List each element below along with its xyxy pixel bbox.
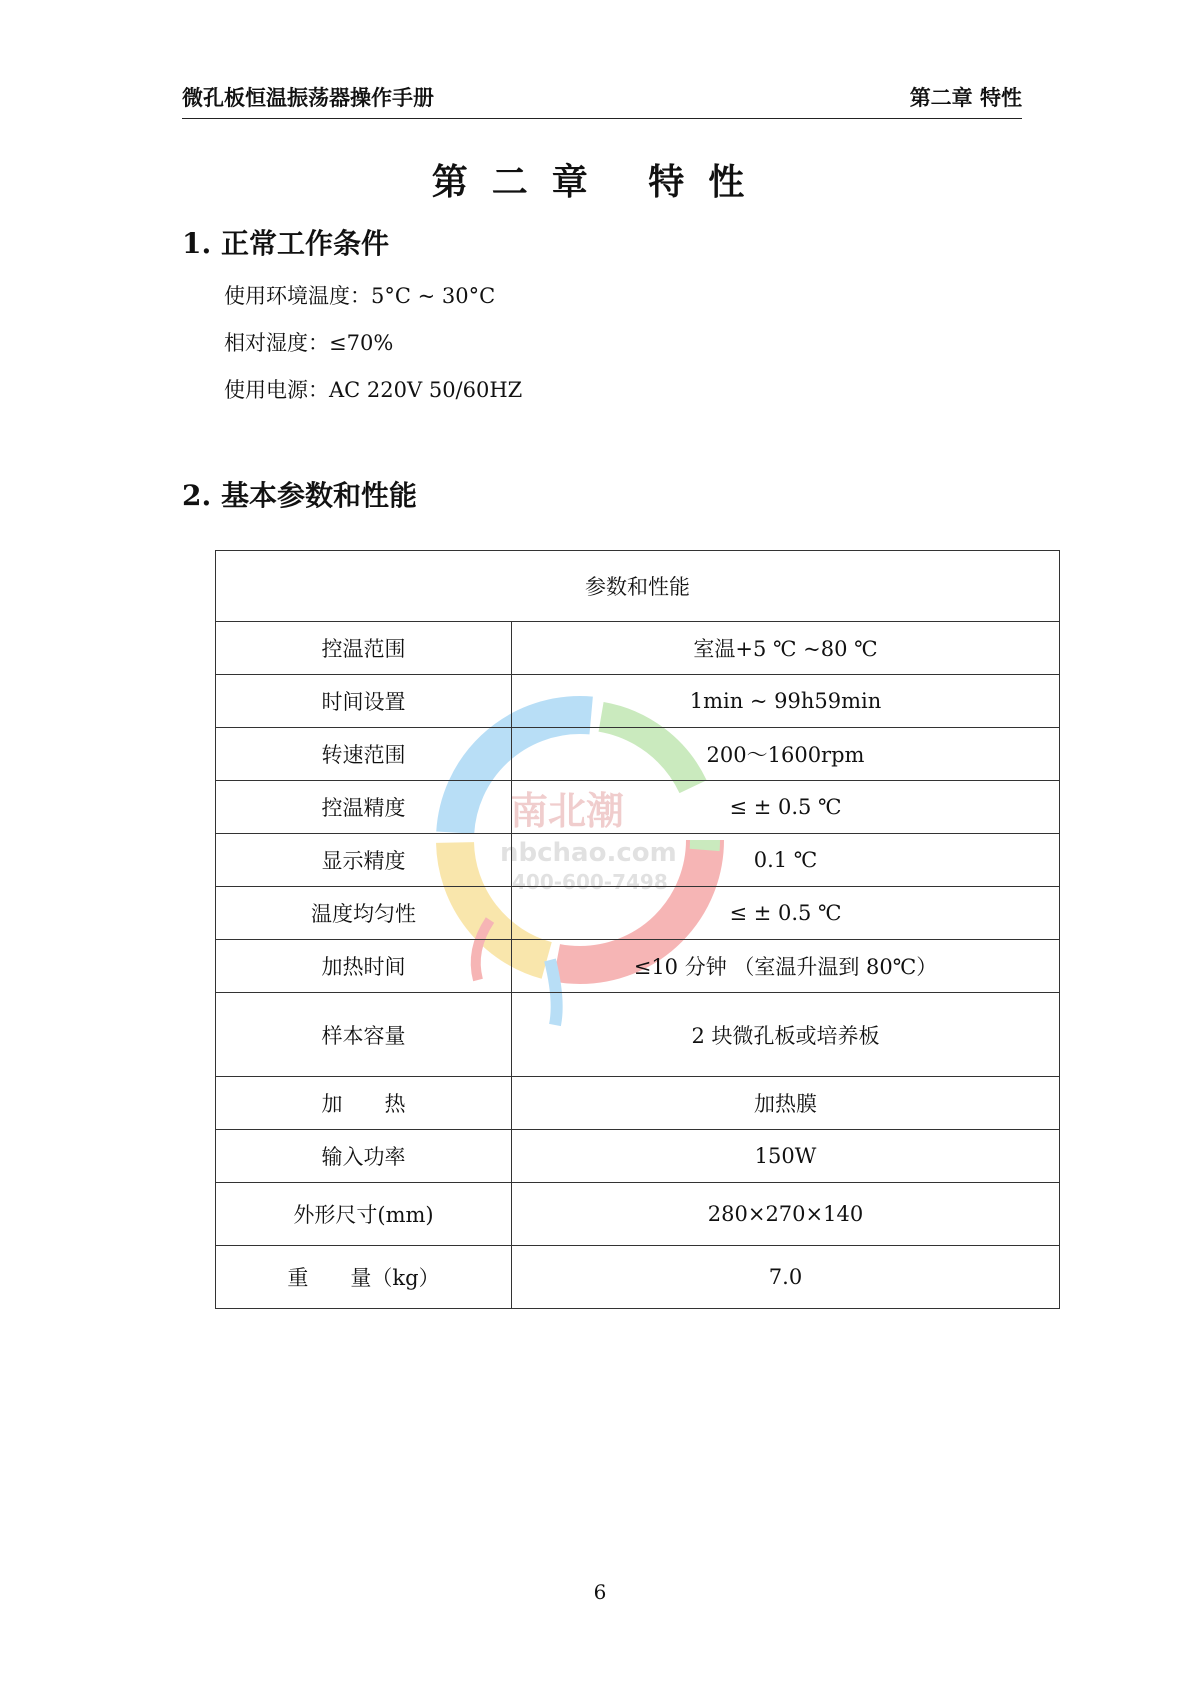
param-value: 7.0 [512,1246,1060,1309]
table-row [216,781,1060,834]
param-label: 输入功率 [216,1130,512,1183]
param-value: 2 块微孔板或培养板 [512,993,1060,1077]
table-row [216,1077,1060,1130]
table-row [216,622,1060,675]
param-label: 加热时间 [216,940,512,993]
page-number: 6 [593,1580,607,1604]
table-row [216,993,1060,1077]
param-value: 200～1600rpm [512,728,1060,781]
param-value: 0.1 ℃ [512,834,1060,887]
section-heading-parameters: 2. 基本参数和性能 [182,479,417,512]
param-label: 外形尺寸(mm) [216,1183,512,1246]
table-row [216,1183,1060,1246]
param-value: 1min ~ 99h59min [512,675,1060,728]
param-value: 加热膜 [512,1077,1060,1130]
param-label: 温度均匀性 [216,887,512,940]
param-value: ≤ ± 0.5 ℃ [512,887,1060,940]
condition-temperature: 使用环境温度：5°C ~ 30°C [224,284,496,308]
param-label: 加 热 [216,1077,512,1130]
param-label: 时间设置 [216,675,512,728]
table-row [216,940,1060,993]
condition-humidity: 相对湿度：≤70% [224,331,394,355]
page-header [182,82,1022,119]
param-label: 重 量（kg） [216,1246,512,1309]
param-label: 控温精度 [216,781,512,834]
param-label: 控温范围 [216,622,512,675]
watermark-phone: 400-600-7498 [512,870,668,894]
table-caption: 参数和性能 [216,551,1060,622]
table-row [216,1130,1060,1183]
watermark-brand: 南北潮 [510,789,625,833]
table-row [216,675,1060,728]
table-row [216,1246,1060,1309]
param-value: 150W [512,1130,1060,1183]
param-value: ≤ ± 0.5 ℃ [512,781,1060,834]
table-row [216,834,1060,887]
table-row [216,887,1060,940]
param-value: 室温+5 ℃ ~80 ℃ [512,622,1060,675]
watermark-site: nbchao.com [500,838,677,868]
param-label: 样本容量 [216,993,512,1077]
condition-power: 使用电源：AC 220V 50/60HZ [224,378,523,402]
param-label: 显示精度 [216,834,512,887]
table-row [216,728,1060,781]
chapter-title: 第二章 特性 [431,161,769,203]
parameters-table [215,550,1060,1309]
chapter-label: 第二章 特性 [909,85,1022,110]
table-caption-row [216,551,1060,622]
section-heading-working-conditions: 1. 正常工作条件 [182,227,389,260]
param-label: 转速范围 [216,728,512,781]
param-value: 280×270×140 [512,1183,1060,1246]
manual-title: 微孔板恒温振荡器操作手册 [182,85,434,110]
param-value: ≤10 分钟 （室温升温到 80℃） [512,940,1060,993]
